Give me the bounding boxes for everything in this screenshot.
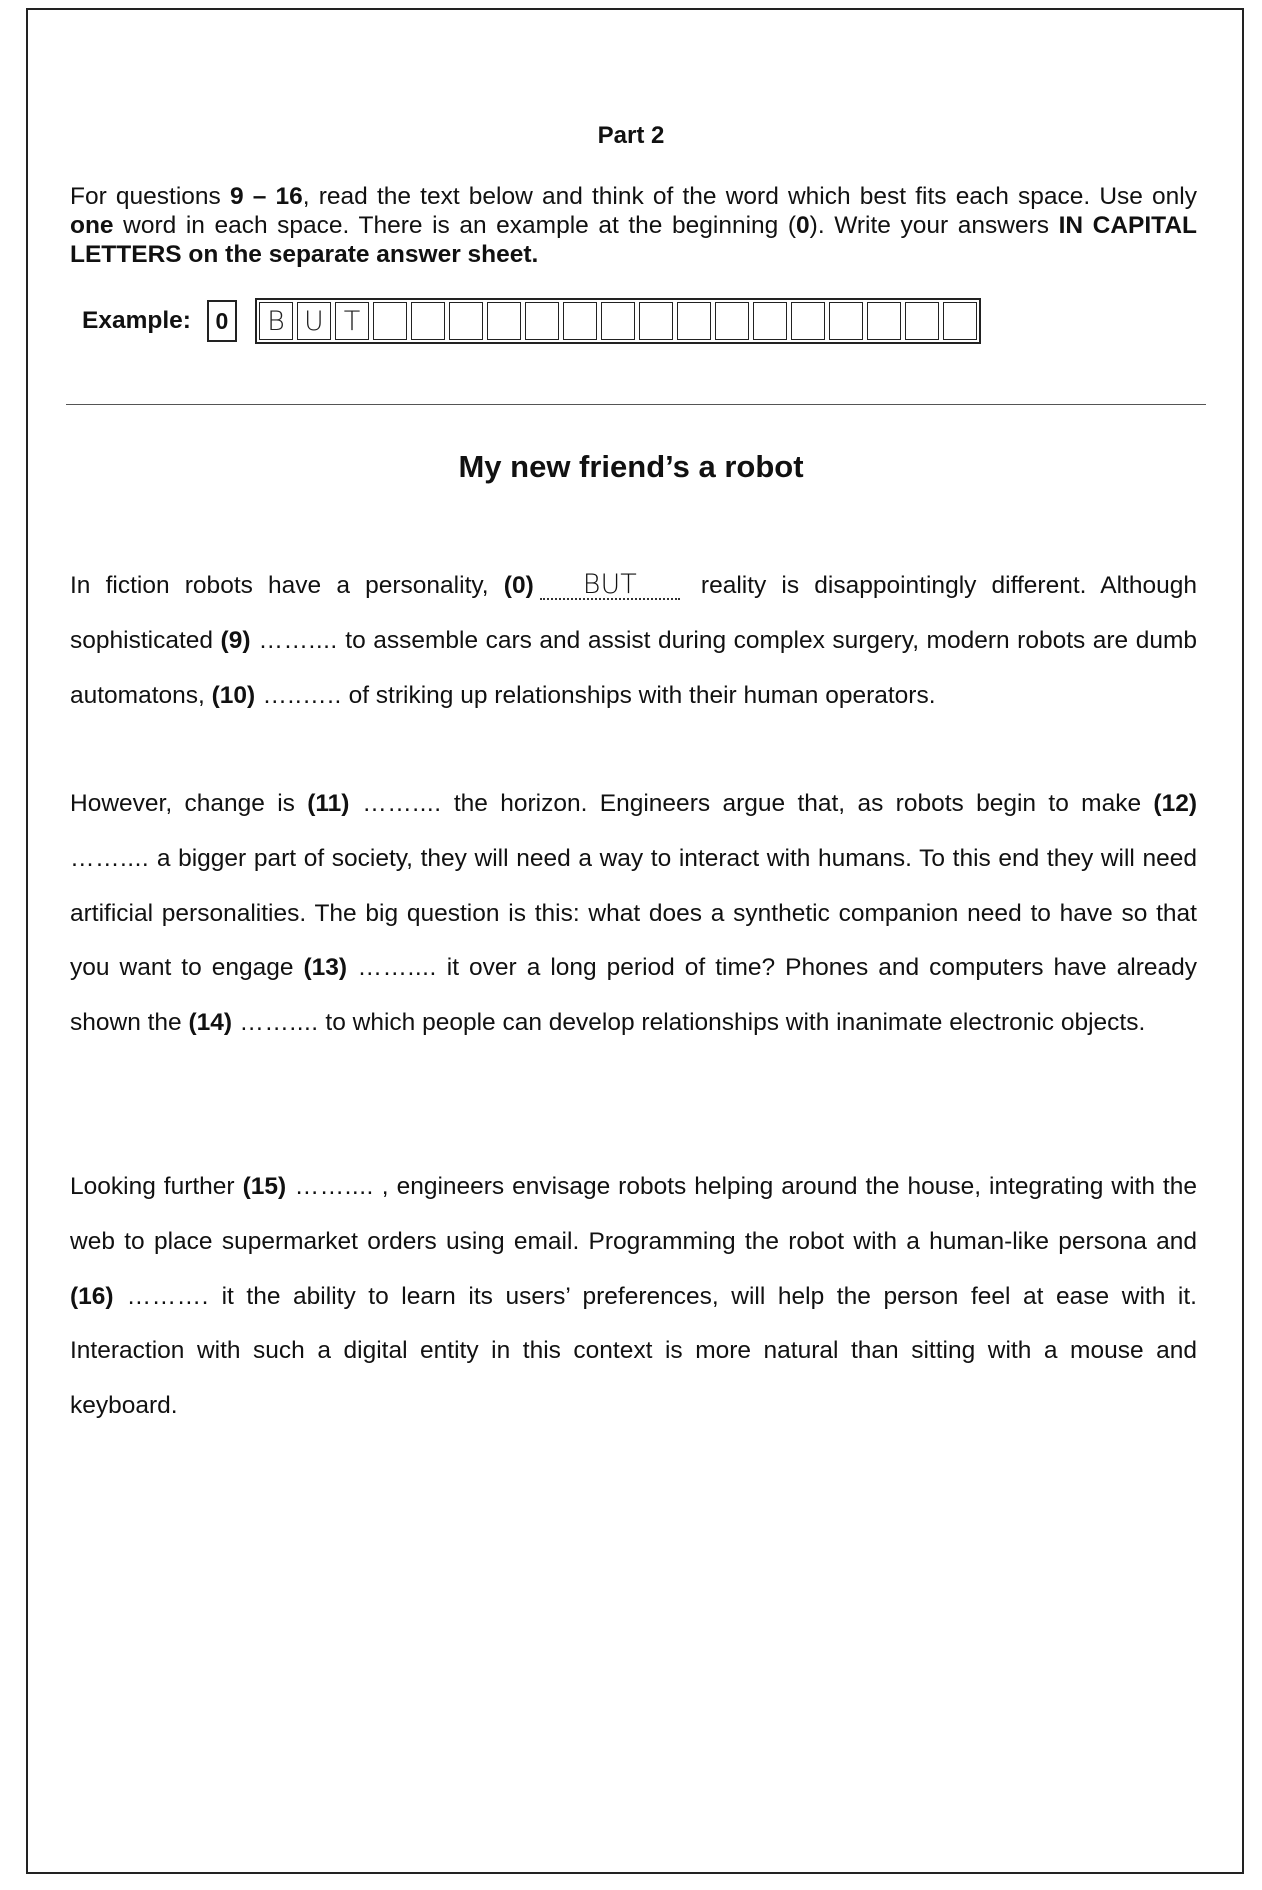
paragraph-2 <box>70 777 1197 1051</box>
example-label: Example: <box>82 307 191 334</box>
instructions <box>70 182 1197 269</box>
text-title: My new friend’s a robot <box>458 449 804 484</box>
p1-text: reality is disappointingly different. Although sophisticated <box>70 572 1197 654</box>
answer-cell <box>373 302 407 340</box>
answer-cell <box>715 302 749 340</box>
p3-text: it the ability to learn its users’ preferences, will help the person feel at ease with it. Interaction with such a digital entity in this context is more natural than sitting with a mouse and keyboard. <box>70 1282 1197 1420</box>
answer-cell <box>639 302 673 340</box>
example-answer: BUT <box>540 572 680 600</box>
gap-10: …..….. <box>255 681 342 709</box>
p2-text: the horizon. Engineers argue that, as robots begin to make <box>441 790 1154 817</box>
question-number-15: (15) <box>242 1173 287 1200</box>
gap-13: …….... <box>347 954 437 982</box>
answer-cell <box>449 302 483 340</box>
answer-cell <box>753 302 787 340</box>
instructions-zero: 0 <box>796 212 810 239</box>
answer-cell <box>411 302 445 340</box>
answer-cell: B <box>259 302 293 340</box>
answer-cell <box>601 302 635 340</box>
p1-text: of striking up relationships with their human operators. <box>341 681 936 709</box>
answer-cell <box>943 302 977 340</box>
question-number-12: (12) <box>1153 790 1197 817</box>
gap-14: …….... <box>232 1009 319 1037</box>
answer-cell: U <box>297 302 331 340</box>
p2-text: However, change is <box>70 790 308 817</box>
paragraph-3 <box>70 1160 1197 1434</box>
instructions-text-2: , read the text below and think of the word which best fits each space. Use only <box>302 183 1197 210</box>
answer-cell: T <box>335 302 369 340</box>
gap-16: ………. <box>113 1282 209 1310</box>
part-title: Part 2 <box>597 122 665 149</box>
instructions-one: one <box>70 212 114 239</box>
gap-11: …….... <box>349 790 442 817</box>
section-divider <box>66 404 1206 405</box>
question-number-14: (14) <box>188 1009 233 1037</box>
question-number-16: (16) <box>70 1282 114 1310</box>
answer-cell <box>905 302 939 340</box>
example-answer-boxes <box>255 298 981 344</box>
paragraph-1 <box>70 559 1197 723</box>
question-number-13: (13) <box>303 954 348 982</box>
p2-text: to which people can develop relationships with inanimate electronic objects. <box>318 1009 1146 1037</box>
p1-text: to assemble cars and assist during complex surgery, modern robots are dumb automatons, <box>70 626 1197 709</box>
answer-cell <box>791 302 825 340</box>
question-number-9: (9) <box>220 626 251 654</box>
instructions-capitals: IN CAPITAL LETTERS on the separate answer sheet. <box>70 212 1197 268</box>
p1-text: In fiction robots have a personality, <box>70 572 504 599</box>
instructions-text-4: ). Write your answers <box>809 212 1059 239</box>
instructions-text-3: word in each space. There is an example at the beginning ( <box>113 212 797 239</box>
answer-cell <box>563 302 597 340</box>
p2-text: a bigger part of society, they will need a way to interact with humans. To this end they will need artificial personalities. The big question is this: what does a synthetic companion need to have so that you want to engage <box>70 844 1197 982</box>
question-number-11: (11) <box>307 790 350 817</box>
p2-text: it over a long period of time? Phones and computers have already shown the <box>70 954 1197 1037</box>
answer-cell <box>867 302 901 340</box>
answer-cell <box>829 302 863 340</box>
answer-cell <box>677 302 711 340</box>
question-number-10: (10) <box>211 681 256 709</box>
answer-cell <box>525 302 559 340</box>
example-row <box>82 298 981 344</box>
gap-15: …….... <box>286 1173 374 1200</box>
gap-9: …….... <box>250 626 338 654</box>
instructions-text-1: For questions <box>70 183 230 210</box>
example-number-box: 0 <box>207 300 237 342</box>
question-range: 9 – 16 <box>229 183 303 210</box>
answer-cell <box>487 302 521 340</box>
gap-12: …….... <box>70 844 150 872</box>
p3-text: Looking further <box>70 1173 243 1200</box>
question-number-0: (0) <box>503 572 534 599</box>
p3-text: , engineers envisage robots helping around the house, integrating with the web to place supermarket orders using email. Programming the robot with a human-like persona and <box>70 1173 1197 1255</box>
